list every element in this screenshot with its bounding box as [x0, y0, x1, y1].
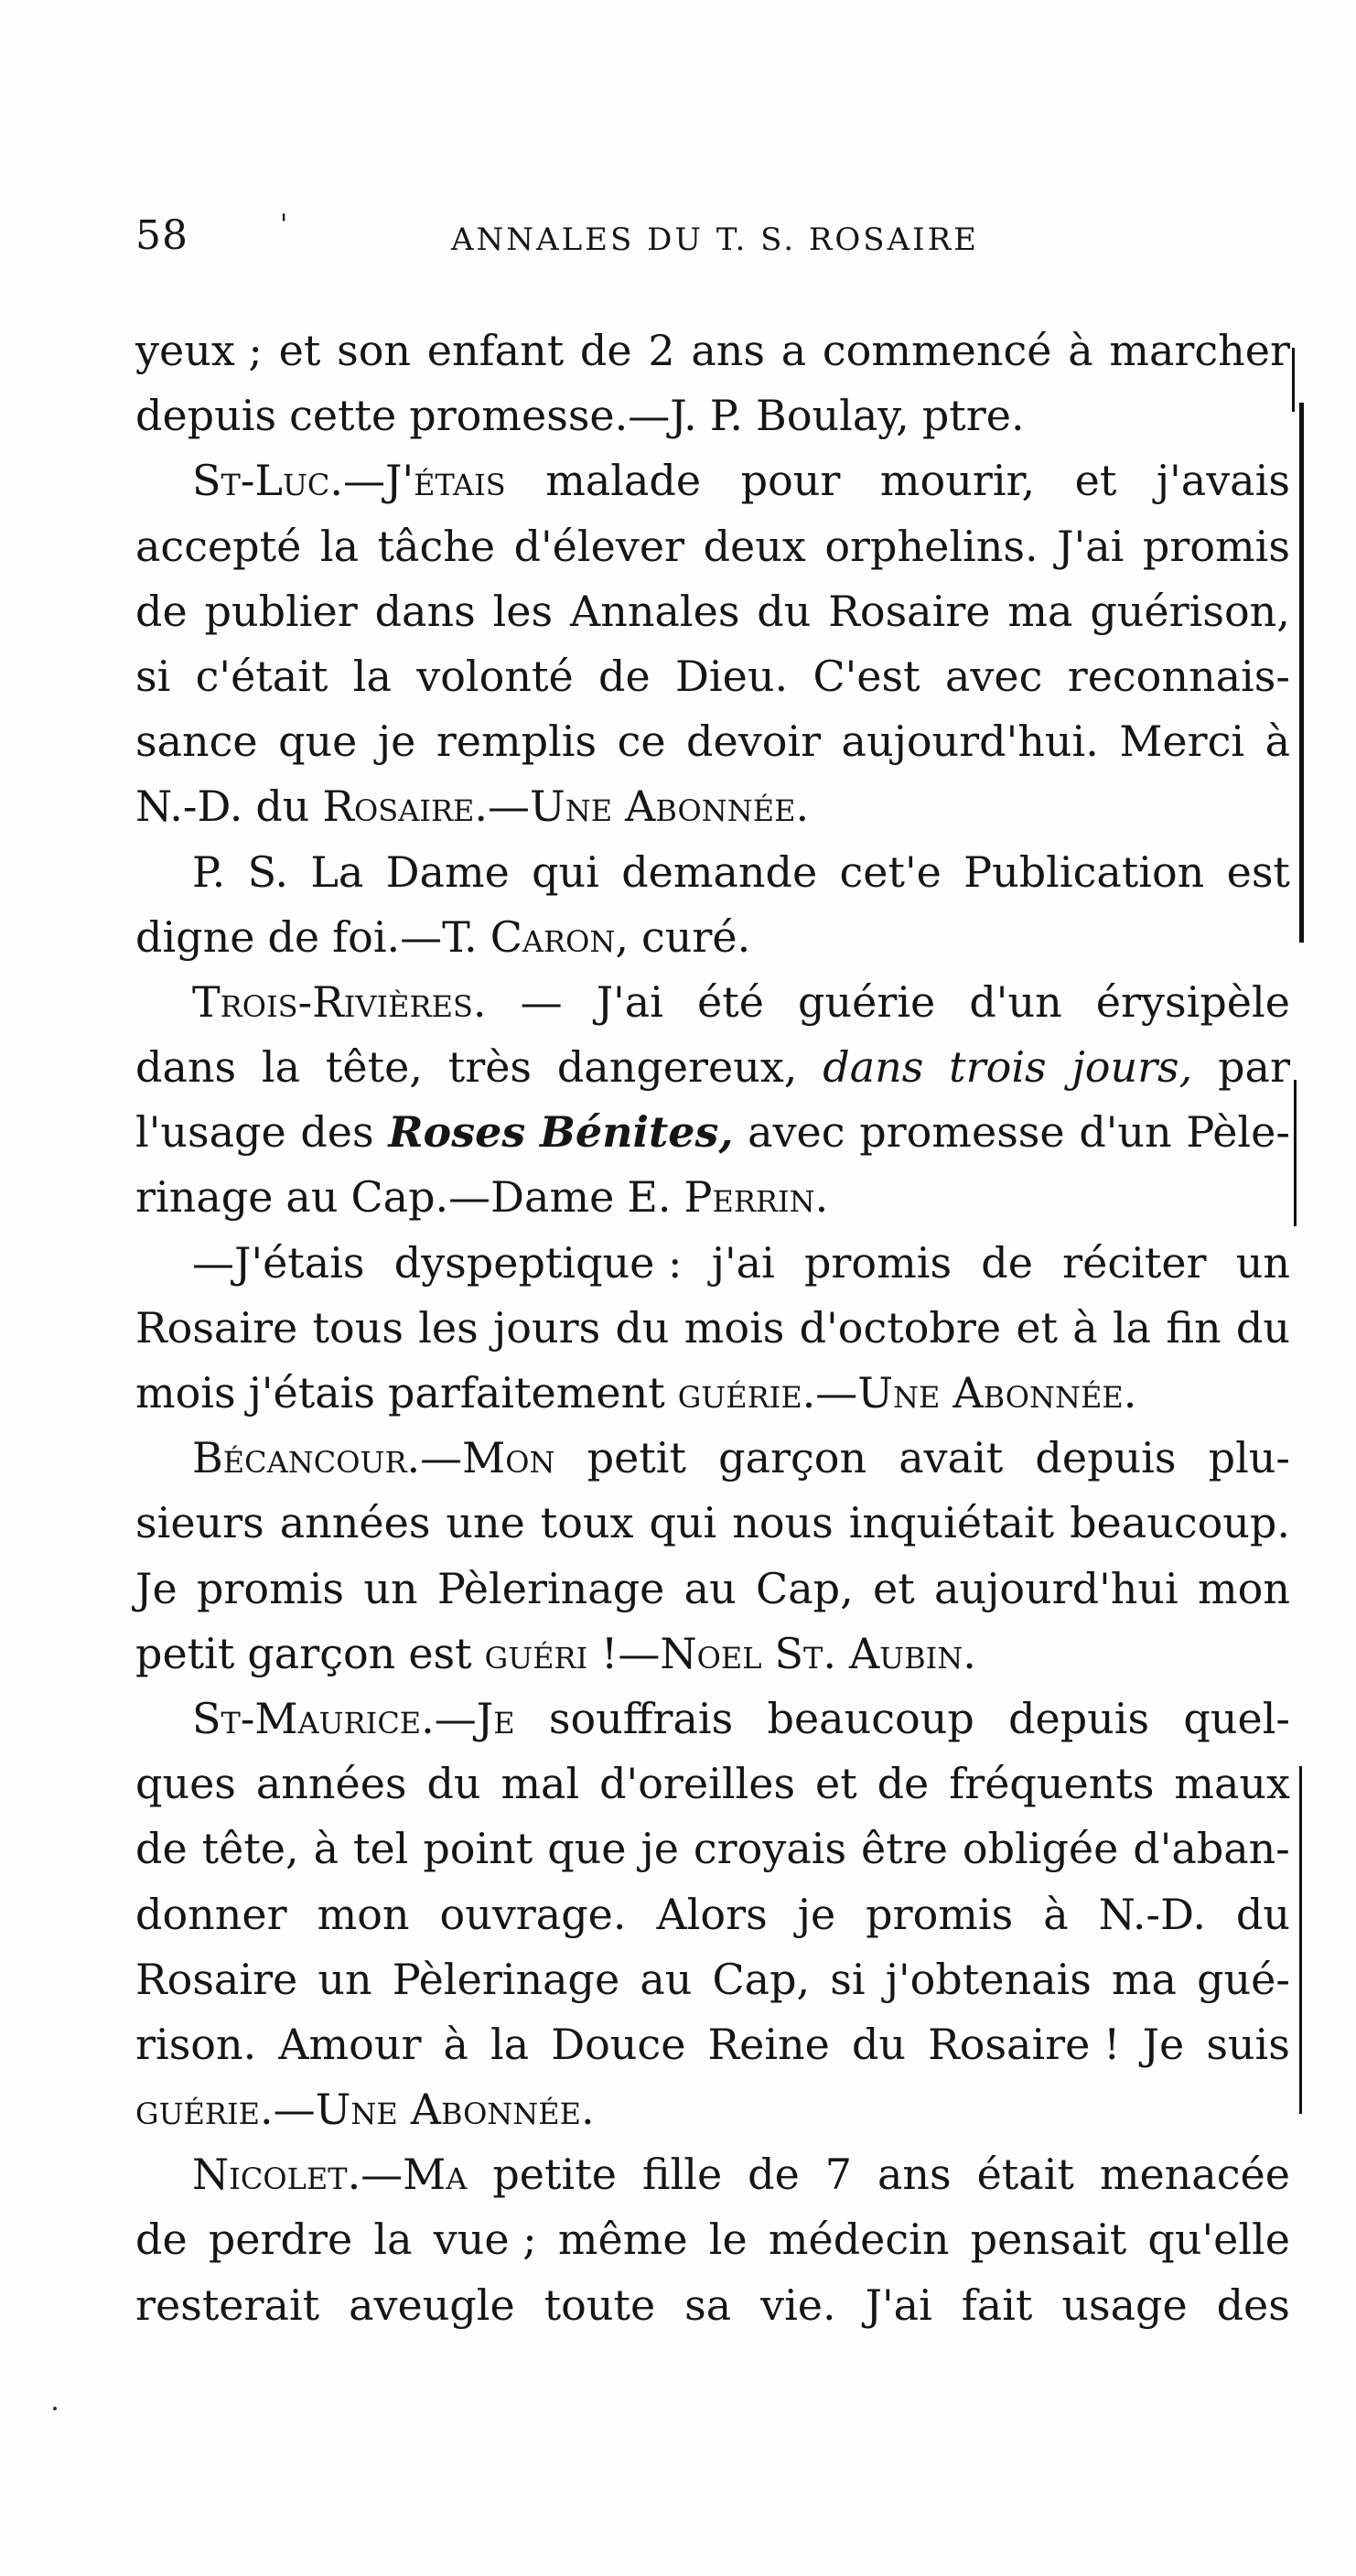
word: Pèle- [1186, 1107, 1290, 1158]
word: rison. [135, 2019, 257, 2069]
word: — [520, 976, 563, 1027]
word: de [981, 1237, 1033, 1288]
word: à [1043, 1889, 1069, 1939]
text-line [135, 2273, 1290, 2338]
word: beaucoup [767, 1693, 974, 1743]
word: Rosaire [135, 1954, 298, 2004]
word: Reine [707, 2019, 830, 2069]
word: Abonnée. [952, 1368, 1137, 1417]
word: cet'e [839, 846, 942, 897]
word: et [1074, 456, 1117, 506]
word: St-Maurice.—Je [192, 1693, 515, 1743]
word: Aubin. [848, 1628, 976, 1678]
word: et [814, 1759, 857, 1809]
word: de [877, 1759, 930, 1809]
word: qui [649, 1498, 717, 1548]
word: à [1068, 326, 1093, 375]
word: du [255, 781, 310, 832]
word: toute [543, 2280, 656, 2330]
word: guérie.—Une [677, 1368, 941, 1417]
word: la [319, 521, 359, 571]
word: Abonnée. [410, 2085, 595, 2135]
word: au [683, 1563, 737, 1613]
word: orphelins. [824, 521, 1039, 571]
word: garçon [247, 1628, 396, 1678]
word: les [492, 586, 554, 636]
text-line [135, 1491, 1290, 1556]
word: du [615, 1302, 670, 1353]
word: ce [617, 717, 666, 767]
word: ptre. [921, 391, 1025, 441]
word: je [797, 1889, 836, 1939]
word: petit [587, 1433, 686, 1483]
word: Amour [278, 2019, 422, 2069]
word: ans [877, 2150, 952, 2200]
word: et [278, 326, 321, 375]
word: le [708, 2215, 748, 2265]
word: qui [532, 846, 599, 897]
word: je [640, 1824, 679, 1874]
word: au [285, 1172, 339, 1223]
word: son [337, 326, 412, 375]
word: des [300, 1107, 374, 1158]
word: cette [289, 391, 397, 441]
margin-rule [1299, 1766, 1302, 2114]
word: croyais [693, 1824, 847, 1874]
word: du [426, 1759, 481, 1809]
word: P. [192, 846, 226, 897]
word: du [851, 2019, 907, 2069]
word: gué- [1197, 1954, 1290, 2004]
word: Bénites, [539, 1107, 734, 1158]
word: mourir, [879, 456, 1036, 506]
word: d'élever [513, 521, 685, 571]
word: Abonnée. [625, 781, 810, 832]
text-line [135, 2077, 1290, 2142]
word: la [373, 2215, 413, 2265]
word: J'ai [1057, 521, 1125, 571]
word: promis [803, 1237, 952, 1288]
word: à [1072, 1302, 1098, 1353]
text-line [135, 970, 1290, 1035]
word: P. [709, 391, 744, 441]
text-line [135, 1296, 1290, 1361]
word: Perrin. [683, 1172, 829, 1223]
word: remplis [436, 717, 597, 767]
word: j'obtenais [885, 1954, 1092, 2004]
word: par [1218, 1042, 1290, 1093]
word: La [310, 846, 364, 897]
word: dans [374, 586, 476, 636]
word: St. [774, 1628, 836, 1678]
text-line [135, 1882, 1290, 1947]
word: si [830, 1954, 866, 2004]
word: un [317, 1954, 372, 2004]
word: Merci [1119, 717, 1245, 767]
word: de [135, 2215, 188, 2265]
word: que [547, 1824, 627, 1874]
margin-rule [1299, 403, 1304, 943]
word: Cap, [712, 1954, 811, 2004]
word: depuis [135, 391, 277, 441]
word: du [1235, 1889, 1290, 1939]
word: est [408, 1628, 472, 1678]
word: curé. [641, 911, 751, 962]
word: Dieu. [675, 651, 789, 701]
word: volonté [416, 651, 574, 701]
word: Roses [388, 1107, 526, 1158]
word: aujourd'hui. [841, 717, 1099, 767]
word: réciter [1062, 1237, 1207, 1288]
word: Rosaire ! [928, 2019, 1121, 2069]
text-line [135, 1557, 1290, 1622]
word: tête, [325, 1042, 423, 1093]
word: dangereux, [556, 1042, 798, 1093]
word: Cap.—Dame [350, 1172, 615, 1223]
word: avec [944, 651, 1043, 701]
word: j'étais [248, 1368, 375, 1417]
word: de [598, 651, 651, 701]
word: nous [732, 1498, 834, 1548]
word: de [135, 1824, 188, 1874]
word: reconnais- [1067, 651, 1290, 701]
word: l'usage [135, 1107, 286, 1158]
word: depuis [1035, 1433, 1177, 1483]
word: souffrais [548, 1693, 734, 1743]
word: à [443, 2019, 468, 2069]
word: mal [500, 1759, 580, 1809]
text-line [135, 383, 1290, 448]
word: que [278, 717, 358, 767]
word: mon [1198, 1563, 1290, 1613]
page-number: 58 [135, 212, 188, 259]
word: pour [740, 456, 841, 506]
text-line [135, 1165, 1290, 1230]
word: à [313, 1824, 339, 1874]
word: rinage [135, 1172, 274, 1223]
word: jours, [1071, 1042, 1193, 1093]
word: digne [135, 911, 255, 962]
word: Boulay, [756, 391, 909, 441]
word: Alors [656, 1889, 768, 1939]
word: fille [641, 2150, 723, 2200]
word: et [873, 1563, 915, 1613]
text-line [135, 1361, 1290, 1426]
word: jours [493, 1302, 601, 1353]
word: qu'elle [1147, 2215, 1290, 2265]
word: Je [1142, 2019, 1185, 2069]
word: promesse.—J. [409, 391, 697, 441]
word: la [261, 1042, 301, 1093]
word: devoir [686, 717, 822, 767]
word: promis [866, 1889, 1014, 1939]
word: années [255, 1759, 407, 1809]
word: ques [135, 1759, 236, 1809]
word: fréquents [949, 1759, 1155, 1809]
word: point [423, 1824, 533, 1874]
word: guéri !—Noel [484, 1628, 762, 1678]
word: inquiétait [848, 1498, 1055, 1548]
word: guérison, [1090, 586, 1290, 636]
word: d'aban- [1133, 1824, 1290, 1874]
word: j'ai [711, 1237, 775, 1288]
word: Rosaire [135, 1302, 298, 1353]
word: avec [748, 1107, 845, 1158]
word: suis [1206, 2019, 1290, 2069]
word: trois [949, 1042, 1047, 1093]
word: du [757, 586, 812, 636]
word: du [1235, 1302, 1290, 1353]
word: avait [899, 1433, 1004, 1483]
word: sieurs [135, 1498, 264, 1548]
word: demande [621, 846, 818, 897]
word: même [557, 2215, 688, 2265]
margin-rule [1294, 1080, 1297, 1226]
word: aveugle [349, 2280, 515, 2330]
word: années [279, 1498, 431, 1548]
word: plu- [1208, 1433, 1290, 1483]
word: mois [683, 1302, 785, 1353]
word: dans [823, 1042, 924, 1093]
word: malade [545, 456, 702, 506]
word: —J'étais [192, 1237, 365, 1288]
word: tel [352, 1824, 409, 1874]
word: ans [691, 326, 766, 375]
word: des [1216, 2280, 1290, 2330]
word: Je [135, 1563, 178, 1613]
word: très [447, 1042, 533, 1093]
word: d'oreilles [599, 1759, 796, 1809]
word: J'ai [596, 976, 663, 1027]
text-line [135, 1622, 1290, 1687]
word: a [780, 326, 807, 375]
word: Publication [963, 846, 1205, 897]
running-head: ANNALES DU T. S. ROSAIRE [451, 221, 979, 258]
word: N.-D. [135, 781, 243, 832]
word: menacée [1099, 2150, 1290, 2200]
word: être [861, 1824, 948, 1874]
text-line [135, 1231, 1290, 1296]
word: tous [312, 1302, 404, 1353]
word: Caron, [490, 911, 629, 962]
text-line [135, 318, 1290, 383]
word: ma [1111, 1954, 1177, 2004]
word: et [1016, 1302, 1059, 1353]
text-line [135, 1947, 1290, 2012]
word: J'ai [865, 2280, 932, 2330]
word: dyspeptique : [393, 1237, 683, 1288]
word: beaucoup. [1070, 1498, 1290, 1548]
text-line [135, 1751, 1290, 1816]
text-line [135, 1816, 1290, 1881]
word: quel- [1183, 1693, 1290, 1743]
text-line [135, 2142, 1290, 2207]
word: de [135, 586, 188, 636]
word: mon [317, 1889, 410, 1939]
word: érysipèle [1095, 976, 1290, 1027]
text-line [135, 2207, 1290, 2272]
word: Pèlerinage [436, 1563, 665, 1613]
word: un [1235, 1237, 1290, 1288]
margin-mark: ' [280, 209, 288, 241]
word: médecin [768, 2215, 950, 2265]
text-line [135, 514, 1290, 579]
text-line [135, 1426, 1290, 1491]
word: à [1265, 717, 1290, 767]
word: été [697, 976, 764, 1027]
word: promis [1142, 521, 1290, 571]
word: donner [135, 1889, 287, 1939]
word: toux [540, 1498, 634, 1548]
margin-rule [1292, 348, 1295, 412]
word: Annales [569, 586, 740, 636]
word: était [976, 2150, 1074, 2200]
word: la [1112, 1302, 1152, 1353]
word: Trois-Rivières. [192, 976, 487, 1027]
text-line [135, 579, 1290, 644]
word: Nicolet.—Ma [192, 2150, 468, 2200]
text-line [135, 1687, 1290, 1751]
word: petite [492, 2150, 617, 2200]
word: vie. [760, 2280, 836, 2330]
word: je [377, 717, 416, 767]
word: tâche [377, 521, 496, 571]
word: est [1226, 846, 1290, 897]
word: enfant [426, 326, 565, 375]
word: S. [247, 846, 289, 897]
word: publier [204, 586, 358, 636]
word: de [748, 2150, 800, 2200]
word: ouvrage. [439, 1889, 627, 1939]
word: deux [703, 521, 806, 571]
word: promis [196, 1563, 345, 1613]
word: accepté [135, 521, 302, 571]
word: Rosaire.—Une [322, 781, 613, 832]
word: d'un [969, 976, 1062, 1027]
word: la [352, 651, 392, 701]
word: les [418, 1302, 479, 1353]
word: de [267, 911, 320, 962]
text-line [135, 448, 1290, 513]
text-line [135, 644, 1290, 709]
word: usage [1061, 2280, 1188, 2330]
page-header [135, 209, 1290, 267]
word: d'un [1079, 1107, 1172, 1158]
word: resterait [135, 2280, 320, 2330]
word: Bécancour.—Mon [192, 1433, 555, 1483]
word: parfaitement [388, 1368, 665, 1417]
word: aujourd'hui [934, 1563, 1178, 1613]
text-line [135, 905, 1290, 970]
word: guérie.—Une [135, 2085, 398, 2135]
text-line [135, 774, 1290, 839]
word: au [640, 1954, 693, 2004]
word: foi.—T. [332, 911, 478, 962]
word: Cap, [756, 1563, 854, 1613]
text-line [135, 709, 1290, 774]
text-line [135, 1100, 1290, 1165]
word: Pèlerinage [392, 1954, 620, 2004]
word: tête, [201, 1824, 299, 1874]
word: si [135, 651, 171, 701]
word: dans [135, 1042, 237, 1093]
text-line [135, 1035, 1290, 1100]
word: 2 [648, 326, 675, 375]
text-line [135, 840, 1290, 905]
scan-speck [53, 2407, 57, 2410]
word: maux [1174, 1759, 1290, 1809]
word: E. [627, 1172, 672, 1223]
word: fin [1166, 1302, 1221, 1353]
word: sance [135, 717, 258, 767]
word: de [579, 326, 632, 375]
word: Douce [551, 2019, 686, 2069]
word: j'avais [1156, 456, 1290, 506]
word: Dame [385, 846, 510, 897]
word: vue ; [433, 2215, 537, 2265]
word: petit [135, 1628, 235, 1678]
word: depuis [1008, 1693, 1150, 1743]
body-text [135, 318, 1290, 2338]
text-line [135, 2012, 1290, 2077]
word: d'octobre [799, 1302, 1002, 1353]
word: perdre [208, 2215, 353, 2265]
word: une [446, 1498, 525, 1548]
word: yeux ; [135, 326, 263, 375]
word: un [363, 1563, 418, 1613]
word: guérie [798, 976, 936, 1027]
word: sa [684, 2280, 732, 2330]
word: promesse [859, 1107, 1065, 1158]
word: ma [1007, 586, 1073, 636]
word: mois [135, 1368, 236, 1417]
word: c'était [195, 651, 328, 701]
word: 7 [824, 2150, 853, 2200]
word: garçon [718, 1433, 867, 1483]
word: pensait [970, 2215, 1127, 2265]
word: C'est [813, 651, 920, 701]
word: la [490, 2019, 530, 2069]
word: St-Luc.—J'étais [192, 456, 506, 506]
word: fait [961, 2280, 1033, 2330]
word: obligée [962, 1824, 1119, 1874]
word: commencé [822, 326, 1052, 375]
word: N.-D. [1098, 1889, 1206, 1939]
word: Rosaire [828, 586, 991, 636]
word: marcher [1109, 326, 1290, 375]
